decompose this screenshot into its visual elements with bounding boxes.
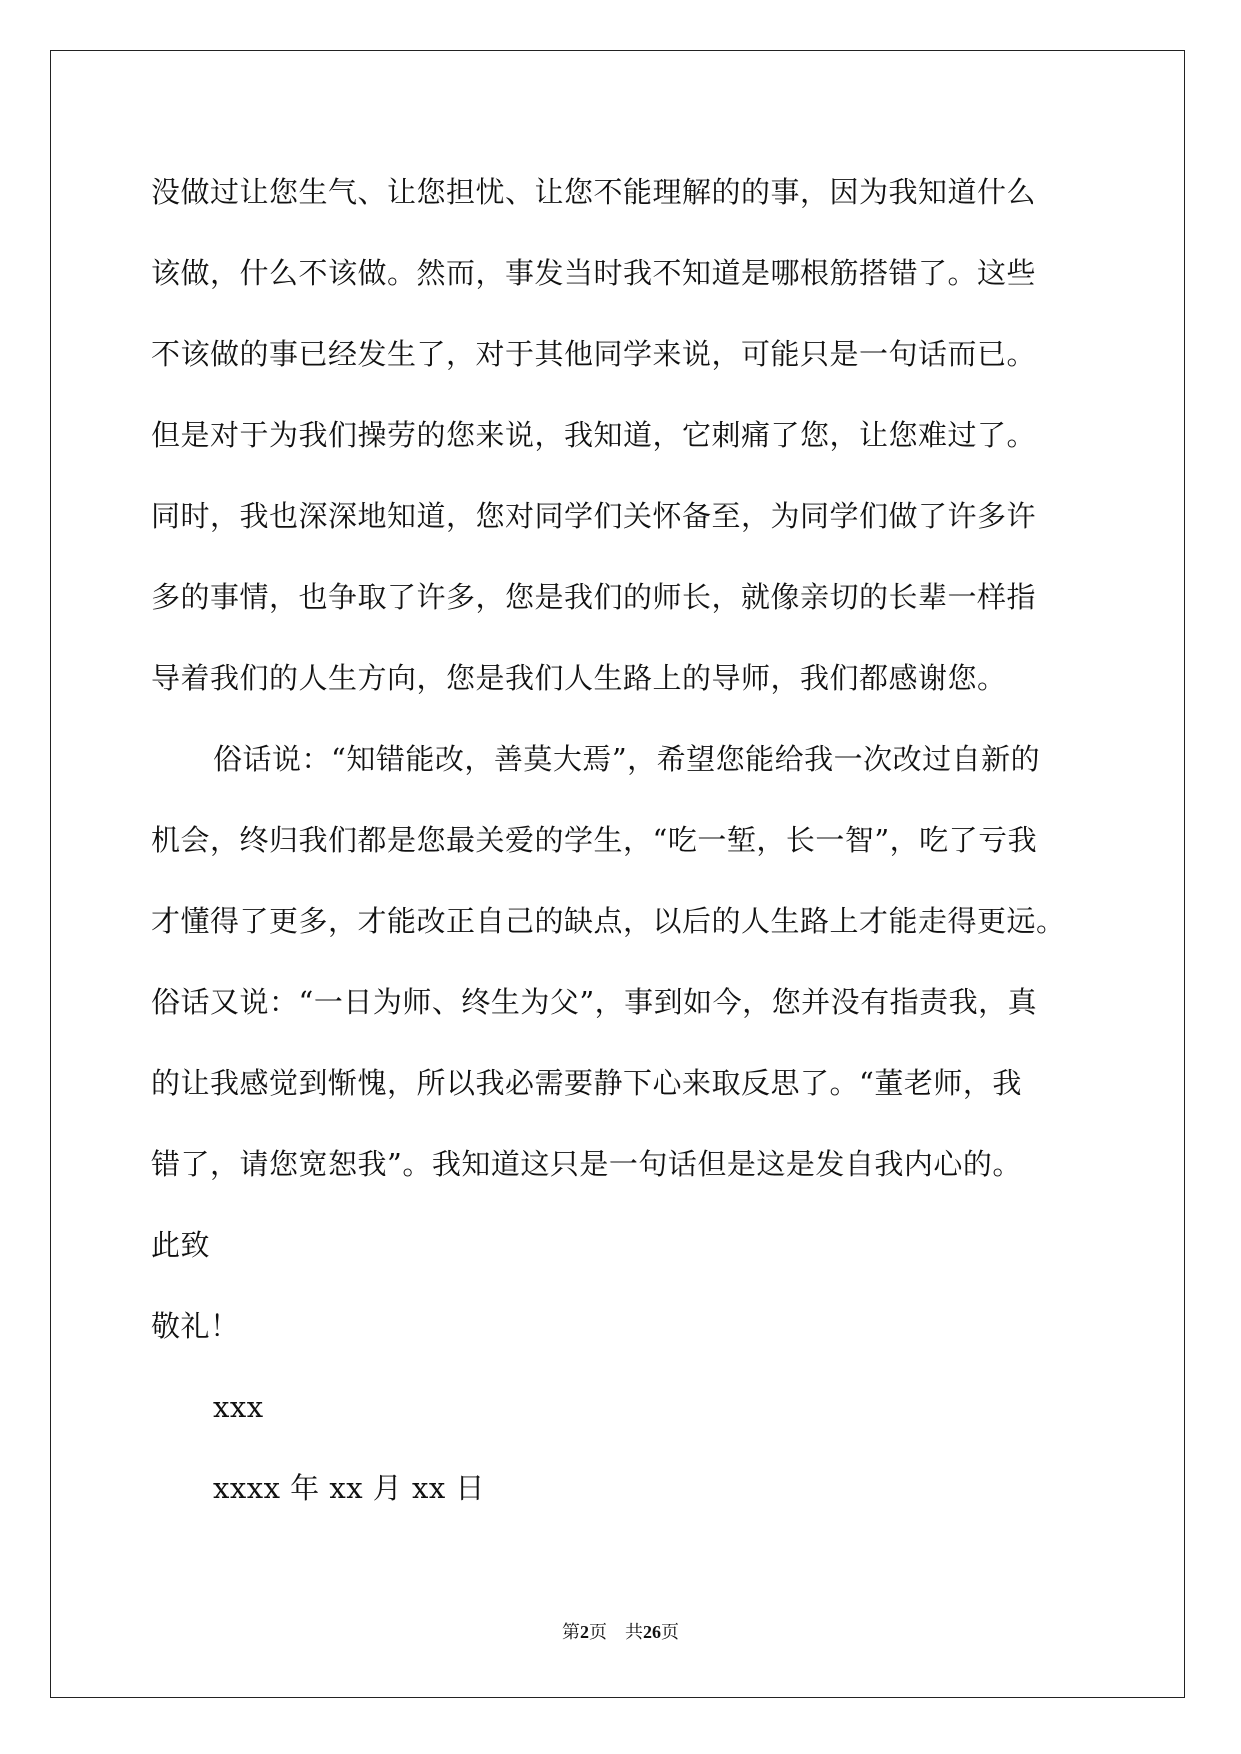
body-line-5: 同时，我也深深地知道，您对同学们关怀备至，为同学们做了许多许 [151, 499, 1037, 533]
footer-page-prefix: 第 [562, 1622, 580, 1642]
closing-regards: 敬礼！ [151, 1309, 240, 1343]
body-line-1: 没做过让您生气、让您担忧、让您不能理解的的事，因为我知道什么 [151, 175, 1037, 209]
footer-page-number: 2 [580, 1622, 589, 1642]
body-line-7: 导着我们的人生方向，您是我们人生路上的导师，我们都感谢您。 [151, 661, 1007, 695]
body-line-8: 俗话说：“知错能改，善莫大焉”，希望您能给我一次改过自新的 [213, 742, 1041, 776]
body-line-3: 不该做的事已经发生了，对于其他同学来说，可能只是一句话而已。 [151, 337, 1037, 371]
body-line-10: 才懂得了更多，才能改正自己的缺点，以后的人生路上才能走得更远。 [151, 904, 1066, 938]
closing-salutation: 此致 [151, 1228, 211, 1262]
body-line-12: 的让我感觉到惭愧，所以我必需要静下心来取反思了。“董老师，我 [151, 1066, 1022, 1100]
signature-name: xxx [213, 1390, 264, 1424]
body-line-11: 俗话又说：“一日为师、终生为父”，事到如今，您并没有指责我，真 [151, 985, 1038, 1019]
body-line-4: 但是对于为我们操劳的您来说，我知道，它刺痛了您，让您难过了。 [151, 418, 1037, 452]
body-line-2: 该做，什么不该做。然而，事发当时我不知道是哪根筋搭错了。这些 [151, 256, 1037, 290]
footer-total-prefix: 共 [625, 1622, 643, 1642]
body-line-9: 机会，终归我们都是您最关爱的学生，“吃一堑，长一智”，吃了亏我 [151, 823, 1038, 857]
body-line-6: 多的事情，也争取了许多，您是我们的师长，就像亲切的长辈一样指 [151, 580, 1037, 614]
page-border [50, 50, 1185, 1698]
footer-total-suffix: 页 [661, 1622, 679, 1642]
body-line-13: 错了，请您宽恕我”。我知道这只是一句话但是这是发自我内心的。 [151, 1147, 1022, 1181]
page-footer [0, 1620, 1241, 1644]
footer-page-suffix: 页 [589, 1622, 607, 1642]
footer-total-pages: 26 [643, 1622, 661, 1642]
signature-date: xxxx 年 xx 月 xx 日 [213, 1471, 485, 1505]
